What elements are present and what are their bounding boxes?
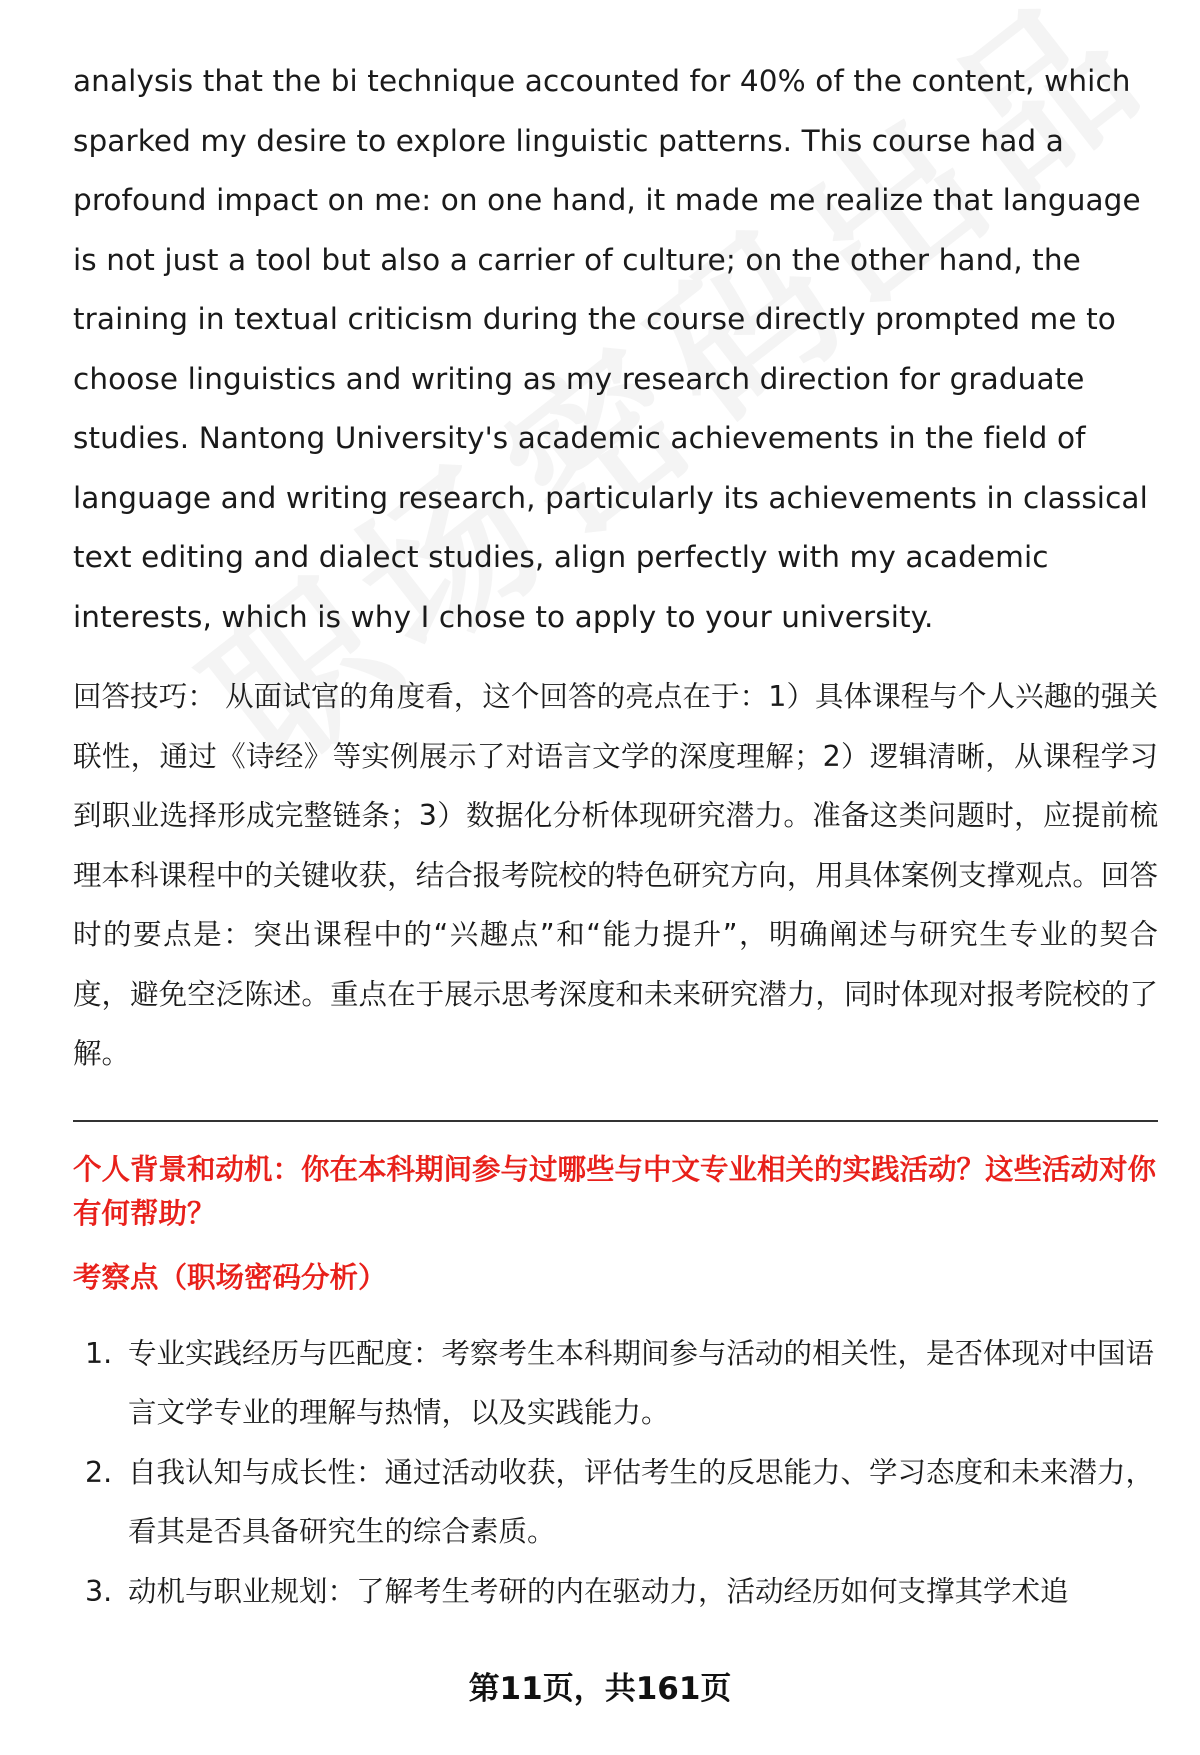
list-item <box>73 1562 1158 1622</box>
list-item-number: 1. <box>85 1336 113 1370</box>
list-item <box>73 1324 1158 1443</box>
list-item-text: 专业实践经历与匹配度：考察考生本科期间参与活动的相关性，是否体现对中国语言文学专业的理解与热情，以及实践能力。 <box>128 1336 1155 1429</box>
page-number: 第11页，共161页 <box>468 1671 732 1707</box>
answer-tip-paragraph: 回答技巧： 从面试官的角度看，这个回答的亮点在于：1）具体课程与个人兴趣的强关联性，通过《诗经》等实例展示了对语言文学的深度理解；2）逻辑清晰，从课程学习到职业选择形成完整链条；3）数据化分析体现研究潜力。准备这类问题时，应提前梳理本科课程中的关键收获，结合报考院校的特色研究方向，用具体案例支撑观点。回答时的要点是：突出课程中的“兴趣点”和“能力提升”，明确阐述与研究生专业的契合度，避免空泛陈述。重点在于展示思考深度和未来研究潜力，同时体现对报考院校的了解。 <box>73 680 1158 1070</box>
list-item-text: 动机与职业规划：了解考生考研的内在驱动力，活动经历如何支撑其学术追 <box>128 1574 1069 1608</box>
english-answer-paragraph: analysis that the bi technique accounted for 40% of the content, which sparked my desire to explore linguistic patterns. This course had a profound impact on me: on one hand, it made me realize that language is not just a tool but also a carrier of culture; on the other hand, the training in textual criticism during the course directly prompted me to choose linguistics and writing as my research direction for graduate studies. Nantong University's academic achievements in the field of language and writing research, particularly its achievements in classical text editing and dialect studies, align perfectly with my academic interests, which is why I chose to apply to your university. <box>73 64 1148 634</box>
assessment-points-list <box>73 1324 1158 1622</box>
assessment-points-heading: 考察点（职场密码分析） <box>73 1260 387 1294</box>
list-item <box>73 1443 1158 1562</box>
document-body <box>73 52 1158 1621</box>
list-item-number: 2. <box>85 1455 113 1489</box>
list-item-text: 自我认知与成长性：通过活动收获，评估考生的反思能力、学习态度和未来潜力，看其是否具备研究生的综合素质。 <box>128 1455 1155 1548</box>
interview-question: 个人背景和动机：你在本科期间参与过哪些与中文专业相关的实践活动？这些活动对你有何帮助？ <box>73 1152 1157 1230</box>
section-divider <box>73 1120 1158 1122</box>
list-item-number: 3. <box>85 1574 113 1608</box>
